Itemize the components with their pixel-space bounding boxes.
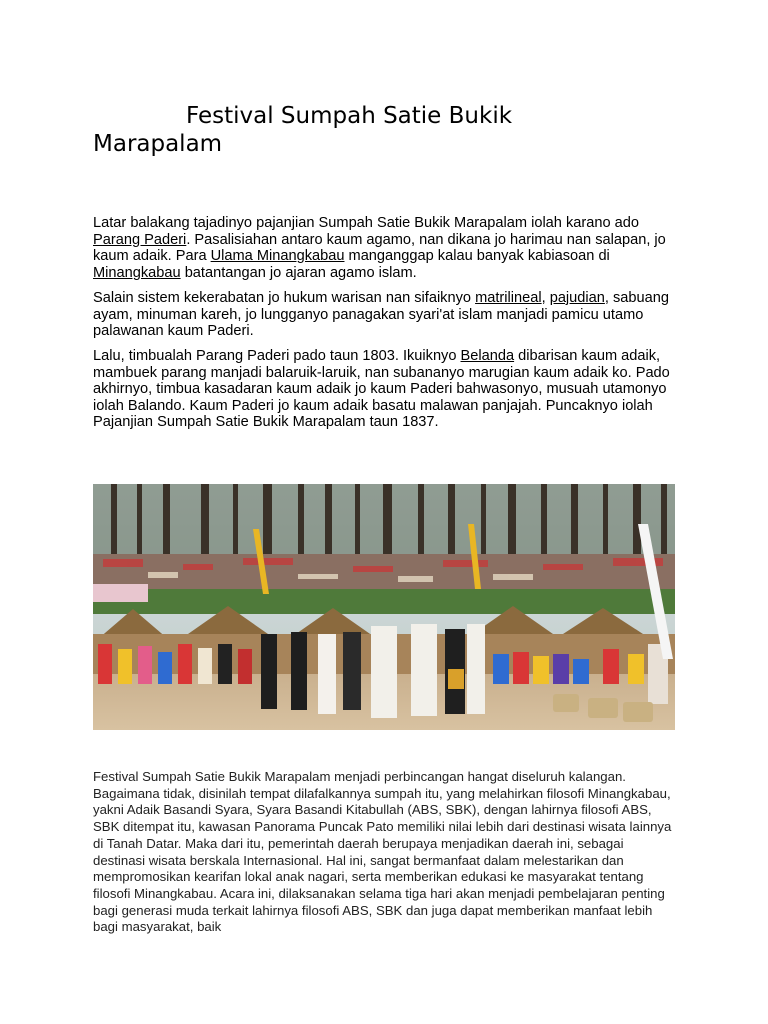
paragraph-1 [93, 215, 673, 281]
paragraph-body: Festival Sumpah Satie Bukik Marapalam menjadi perbincangan hangat diseluruh kalangan. Bagaimana tidak, disinilah tempat dilafalkannya sumpah itu, yang melahirkan filosofi Minangkabau, yakni Adaik Basandi Syara, Syara Basandi Kitabullah (ABS, SBK), dengan lahirnya filosofi ABS, SBK ditempat itu, kawasan Panorama Puncak Pato memiliki nilai lebih dari destinasi wisata lainnya di Tanah Datar. Maka dari itu, pemerintah daerah berupaya menjadikan daerah ini, sebagai destinasi wisata berskala Internasional. Hal ini, sangat bermanfaat dalam melestarikan dan mempromosikan kearifan lokal anak nagari, serta memberikan edukasi ke masyarakat tentang filosofi Minangkabau. Acara ini, dilaksanakan selama tiga hari akan menjadi pembelajaran penting bagi generasi muda terkait lahirnya filosofi ABS, SBK dan juga dapat memberikan manfaat lebih bagi masyarakat, baik [93, 769, 672, 935]
p2-text-1: Salain sistem kekerabatan jo hukum warisan nan sifaiknyo [93, 290, 476, 306]
p1-text-2: . Pasalisiahan antaro kaum agamo, nan dikana jo harimau nan salapan, jo kaum adaik. Para [93, 231, 666, 265]
title-line-1: Festival Sumpah Satie Bukik [186, 103, 513, 129]
festival-photo [93, 484, 675, 730]
paragraph-3 [93, 348, 673, 431]
link-pajudian[interactable]: pajudian [549, 290, 605, 306]
p3-text-1: Lalu, timbualah Parang Paderi pado taun 1803. Ikuiknyo [93, 348, 461, 364]
p1-text-3: manganggap kalau banyak kabiasoan di [344, 248, 610, 265]
p3-text-2: dibarisan kaum adaik, mambuek parang manjadi balaruik-laruik, nan subananyo marugian kaum adaik ko. Pado akhirnyo, timbua kasadaran kaum adaik jo kaum Paderi bahwasonyo, musuah utamonyo iolah Balando. Kaum Paderi jo kaum adaik basatu malawan panjajah. Puncaknyo iolah Pajanjian Sumpah Satie Bukik Marapalam taun 1837. [93, 348, 670, 431]
link-minangkabau[interactable]: Minangkabau [93, 264, 181, 281]
link-matrilineal[interactable]: matrilineal [475, 290, 542, 306]
p1-text-4: batantangan jo ajaran agamo islam. [180, 264, 417, 281]
page-title [93, 102, 653, 158]
link-belanda[interactable]: Belanda [460, 348, 515, 364]
p2-text-2: , [541, 290, 550, 306]
p1-text-1: Latar balakang tajadinyo pajanjian Sumpah Satie Bukik Marapalam iolah karano ado [93, 215, 639, 231]
title-line-2: Marapalam [93, 131, 223, 157]
paragraph-2 [93, 290, 673, 340]
link-parang-paderi[interactable]: Parang Paderi [93, 231, 187, 248]
link-ulama-minangkabau[interactable]: Ulama Minangkabau [210, 248, 345, 265]
p2-text-3: , sabuang ayam, minuman kareh, jo lungganyo panagakan syari'at islam manjadi pamicu utamo palawanan kaum Paderi. [93, 290, 669, 340]
